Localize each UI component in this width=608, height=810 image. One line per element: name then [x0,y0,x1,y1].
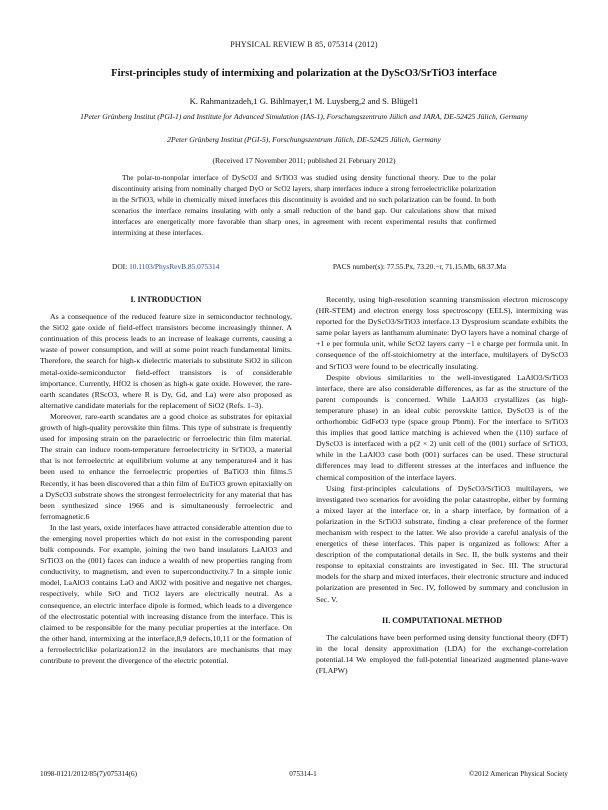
paragraph: Recently, using high-resolution scanning transmission electron microscopy (HR-STEM) and electron energy loss spectroscopy (EELS), intermixing was reported for the DyScO3/SrTiO3 interface.13 Dysprosium scandate exhibits the same polar layers as lanthanum aluminate: DyO layers have a nominal charge of +1 e per formula unit, while ScO2 layers carry −1 e charge per formula unit. In consequence of the off-stoichiometry at the interface, multilayers of DyScO3 and SrTiO3 were found to be electrically insulating. [316,295,568,371]
paragraph: Moreover, rare-earth scandates are a good choice as substrates for epitaxial growth of high-quality perovskite thin films. This type of substrate is frequently used for imposing strain on the paraelectric or ferroelectric thin film material. The strain can induce room-temperature ferroelectricity in SrTiO3, a material that is not ferroelectric at equilibrium volume at any temperature4 and it has been used to enhance the ferroelectric properties of BaTiO3 thin films.5 Recently, it has been discovered that a thin film of EuTiO3 grown epitaxially on a DyScO3 substrate shows the strongest ferroelectricity for any material that has been synthesized since 1966 and is simultaneously ferroelectric and ferromagnetic.6 [40,411,292,521]
section-heading-introduction: I. INTRODUCTION [130,295,202,304]
paragraph: The calculations have been performed using density functional theory (DFT) in the local density approximation (LDA) for the exchange-correlation potential.14 We employed the full-potential linearized augmented plane-wave (FLAPW) [316,632,568,675]
right-column [316,294,568,676]
running-head: PHYSICAL REVIEW B 85, 075314 (2012) [230,40,378,49]
left-column [40,294,292,666]
doi-label: DOI: [112,262,128,271]
page-footer [40,770,568,778]
footer-code: 1098-0121/2012/85(7)/075314(6) [40,770,138,778]
pacs-numbers: PACS number(s): 77.55.Px, 73.20.−r, 71.15.Mb, 68.37.Ma [332,262,506,271]
page-number: 075314-1 [289,770,317,778]
abstract-text: The polar-to-nonpolar interface of DyScO3 and SrTiO3 was studied using density functional theory. Due to the polar discontinuity arising from nominally charged DyO or ScO2 layers, sharp interfaces induce a strong ferroelectriclike polarization in the SrTiO3, while in chemically mixed interfaces this discontinuity is avoided and no such polarization can be found. In both scenarios the interface remains insulating with only a small reduction of the band gap. Our calculations show that mixed interfaces are energetically more favorable than sharp ones, in agreement with recent experimental results that confirmed intermixing at these interfaces. [112,173,496,237]
paper-title: First-principles study of intermixing and polarization at the DyScO3/SrTiO3 interface [111,68,497,79]
section-heading-method: II. COMPUTATIONAL METHOD [382,615,502,625]
paragraph: Despite obvious similarities to the well-investigated LaAlO3/SrTiO3 interface, there are also considerable differences, as far as the structure of the parent compounds is concerned. While LaAlO3 crystallizes (as high-temperature phase) in an ideal cubic perovskite lattice, DyScO3 is of the orthorhombic GdFeO3 type (space group Pbnm). For the interface to SrTiO3 this implies that good lattice matching is achieved when the (110) surface of DyScO3 is interfaced with a p(2 × 2) unit cell of the (001) surface of SrTiO3, while in the LaAlO3 case both (001) surfaces can be used. These structural differences may lead to different stresses at the interfaces and influence the chemical composition of the interface layers. [316,372,568,482]
received-dates: (Received 17 November 2011; published 21 February 2012) [212,156,396,165]
paragraph: Using first-principles calculations of DyScO3/SrTiO3 multilayers, we investigated two scenarios for avoiding the polar catastrophe, either by forming a mixed layer at the interface or, in a sharp interface, by formation of a polarization in the SrTiO3 substrate, finding a clear preference of the former mechanism with respect to the latter. We also provide a careful analysis of the energetics of these interfaces. This paper is organized as follows: After a description of the computational details in Sec. II, the bulk systems and their response to epitaxial constraints are investigated in Sec. III. The structural models for the sharp and mixed interfaces, their electronic structure and induced polarization are presented in Sec. IV, followed by summary and conclusion in Sec. V. [316,483,568,604]
doi-block [112,262,219,271]
copyright: ©2012 American Physical Society [468,770,568,778]
affiliation-2: 2Peter Grünberg Institut (PGI-5), Forschungszentrum Jülich, DE-52425 Jülich, Germany [167,135,441,144]
author-list: K. Rahmanizadeh,1 G. Bihlmayer,1 M. Luysberg,2 and S. Blügel1 [189,96,419,106]
doi-pacs-line [112,262,506,271]
affiliation-1: 1Peter Grünberg Institut (PGI-1) and Institute for Advanced Simulation (IAS-1), Forschungszentrum Jülich and JARA, DE-52425 Jülich, Germany [80,112,528,121]
paragraph: As a consequence of the reduced feature size in semiconductor technology, the SiO2 gate oxide of field-effect transistors become increasingly thinner. A continuation of this process leads to an increase of leakage currents, causing a waste of power consumption, and will at some point reach fundamental limits. Therefore, the search for high-κ dielectric materials to substitute SiO2 in silicon metal-oxide-semiconductor field-effect transistors is of considerable importance. Currently, HfO2 is chosen as high-κ gate oxide. However, the rare-earth scandates (RScO3, where R is Dy, Gd, and La) were also proposed as alternative candidate materials for the replacement of SiO2 (Refs. 1–3). [40,312,292,410]
doi-link[interactable]: 10.1103/PhysRevB.85.075314 [129,262,220,271]
paragraph: In the last years, oxide interfaces have attracted considerable attention due to the emerging novel properties which do not exist in the corresponding parent bulk compounds. For example, joining the two band insulators LaAlO3 and SrTiO3 on the (001) faces can induce a wealth of new properties ranging from conductivity, to magnetism, and even to superconductivity.7 In a simple ionic model, LaAlO3 contains LaO and AlO2 with positive and negative net charges, respectively, while SrO and TiO2 layers are electrically neutral. As a consequence, an electric interface dipole is formed, which leads to a divergence of the electrostatic potential with increasing distance from the interface. This is claimed to be responsible for the many peculiar properties at the interface. On the other hand, intermixing at the interface,8,9 defects,10,11 or the formation of a ferroelectriclike polarization12 in the insulators are mechanisms that may contribute to prevent the divergence of the electric potential. [40,522,292,665]
abstract [112,172,496,238]
